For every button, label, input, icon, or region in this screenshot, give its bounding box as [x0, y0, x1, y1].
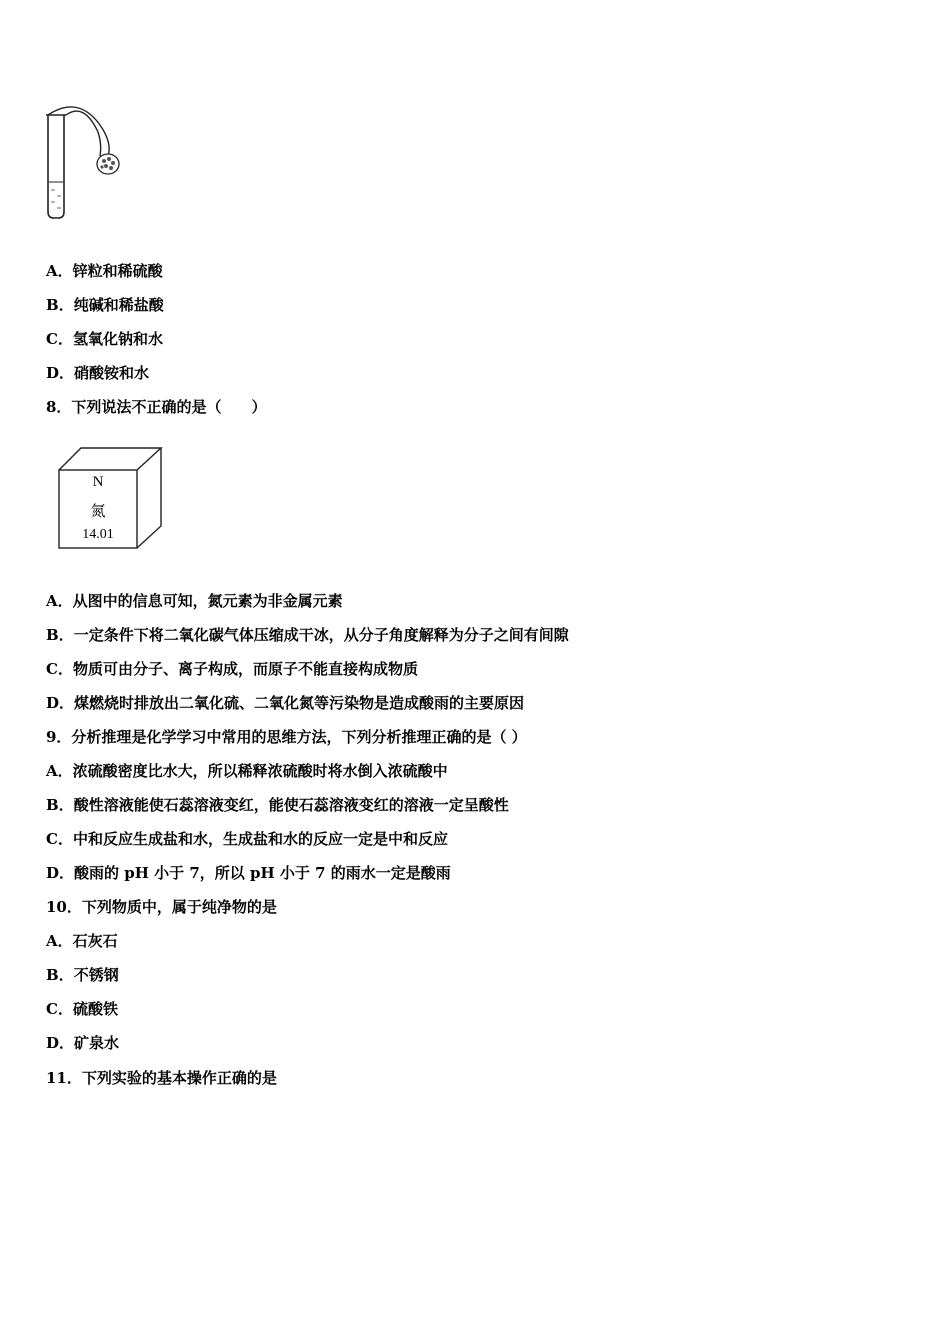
q9-option-c: C．中和反应生成盐和水，生成盐和水的反应一定是中和反应 [46, 830, 448, 848]
q8-option-d: D．煤燃烧时排放出二氧化硫、二氧化氮等污染物是造成酸雨的主要原因 [46, 694, 525, 712]
q9-stem: 9．分析推理是化学学习中常用的思维方法，下列分析推理正确的是（ ） [46, 728, 527, 746]
element-symbol: N [92, 474, 104, 490]
q7-option-c: C．氢氧化钠和水 [46, 330, 163, 348]
q7-option-d: D．硝酸铵和水 [46, 364, 150, 382]
q10-option-b: B．不锈钢 [46, 966, 119, 984]
q7-option-b: B．纯碱和稀盐酸 [46, 296, 164, 314]
q10-stem: 10．下列物质中，属于纯净物的是 [46, 898, 277, 916]
q9-option-b: B．酸性溶液能使石蕊溶液变红，能使石蕊溶液变红的溶液一定呈酸性 [46, 796, 509, 814]
q8-option-a: A．从图中的信息可知，氮元素为非金属元素 [46, 592, 343, 610]
q10-option-c: C．硫酸铁 [46, 1000, 118, 1018]
q11-stem: 11．下列实验的基本操作正确的是 [46, 1069, 277, 1087]
q7-option-a: A．锌粒和稀硫酸 [46, 262, 163, 280]
q8-option-c: C．物质可由分子、离子构成，而原子不能直接构成物质 [46, 660, 418, 678]
q8-stem: 8．下列说法不正确的是（ ） [46, 398, 267, 416]
element-mass: 14.01 [82, 527, 114, 542]
element-name: 氮 [90, 504, 106, 520]
q10-option-d: D．矿泉水 [46, 1034, 120, 1052]
test-tube-balloon-figure [40, 100, 130, 225]
q10-option-a: A．石灰石 [46, 932, 118, 950]
q9-option-d: D．酸雨的 pH 小于 7，所以 pH 小于 7 的雨水一定是酸雨 [46, 864, 451, 882]
element-card-figure [56, 446, 166, 552]
q8-option-b: B．一定条件下将二氧化碳气体压缩成干冰，从分子角度解释为分子之间有间隙 [46, 626, 569, 644]
q9-option-a: A．浓硫酸密度比水大，所以稀释浓硫酸时将水倒入浓硫酸中 [46, 762, 448, 780]
